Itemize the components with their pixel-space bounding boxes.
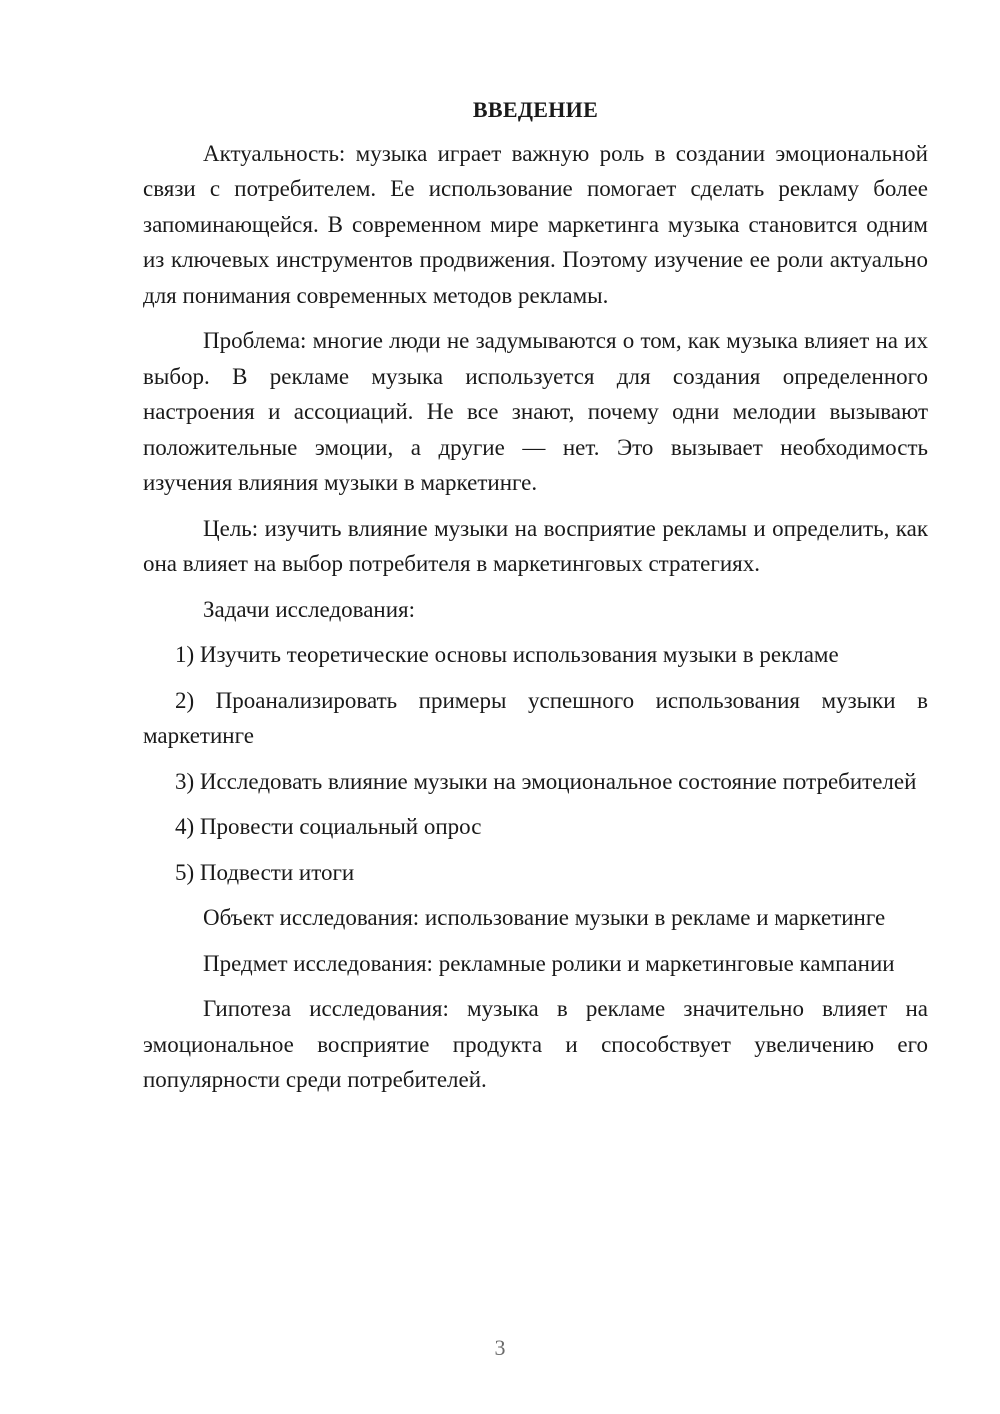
task-item-4: 4) Провести социальный опрос xyxy=(175,814,482,839)
paragraph-goal: Цель: изучить влияние музыки на восприятие рекламы и определить, как она влияет на выбор потребителя в маркетинговых стратегиях. xyxy=(143,515,928,576)
page-content xyxy=(143,92,928,1098)
task-item-1: 1) Изучить теоретические основы использования музыки в рекламе xyxy=(175,642,839,667)
paragraph-problem: Проблема: многие люди не задумываются о том, как музыка влияет на их выбор. В рекламе музыка используется для создания определенного настроения и ассоциаций. Не все знают, почему одни мелодии вызывают положительные эмоции, а другие — нет. Это вызывает необходимость изучения влияния музыки в маркетинге. xyxy=(143,328,928,495)
task-item-2: 2) Проанализировать примеры успешного использования музыки в маркетинге xyxy=(143,687,928,748)
tasks-heading: Задачи исследования: xyxy=(203,596,416,622)
task-item-3: 3) Исследовать влияние музыки на эмоциональное состояние потребителей xyxy=(175,768,917,794)
paragraph-subject: Предмет исследования: рекламные ролики и маркетинговые кампании xyxy=(203,950,895,976)
task-item-5: 5) Подвести итоги xyxy=(175,859,355,885)
paragraph-object: Объект исследования: использование музыки в рекламе и маркетинге xyxy=(203,905,886,930)
page-title: ВВЕДЕНИЕ xyxy=(472,97,599,122)
page-number: 3 xyxy=(494,1335,506,1360)
paragraph-relevance: Актуальность: музыка играет важную роль в создании эмоциональной связи с потребителем. Ее использование помогает сделать рекламу более запоминающейся. В современном мире маркетинга музыка становится одним из ключевых инструментов продвижения. Поэтому изучение ее роли актуально для понимания современных методов рекламы. xyxy=(143,140,928,308)
paragraph-hypothesis: Гипотеза исследования: музыка в рекламе значительно влияет на эмоциональное восприятие продукта и способствует увеличению его популярности среди потребителей. xyxy=(143,996,928,1092)
